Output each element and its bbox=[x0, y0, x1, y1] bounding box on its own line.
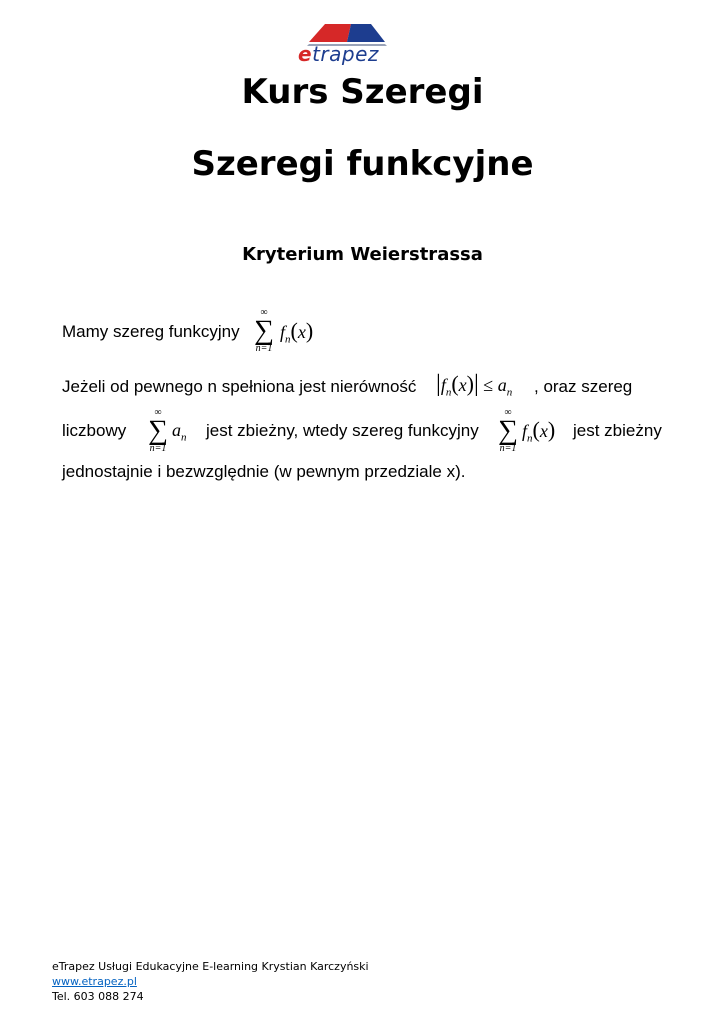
website-link[interactable]: www.etrapez.pl bbox=[52, 975, 137, 988]
formula-an: $a_n$ bbox=[172, 420, 187, 444]
line-2-end: , oraz szereg bbox=[534, 377, 633, 396]
footer-phone: Tel. 603 088 274 bbox=[52, 990, 144, 1003]
section-subtitle: Kryterium Weierstrassa bbox=[242, 244, 483, 265]
sum-symbol-1: ∞ ∑ n=1 bbox=[254, 307, 274, 354]
footer-company: eTrapez Usługi Edukacyjne E-learning Krystian Karczyński bbox=[52, 960, 369, 973]
line-3-mid: jest zbieżny, wtedy szereg funkcyjny bbox=[206, 421, 479, 440]
formula-fn-x-1: $f_n(x)$ bbox=[280, 318, 314, 346]
line-2-text: Jeżeli od pewnego n spełniona jest nierówność bbox=[62, 377, 417, 396]
topic-title: Szeregi funkcyjne bbox=[191, 144, 534, 184]
line-3-start: liczbowy bbox=[62, 421, 127, 440]
inequality-formula: $|f_n(x)| \le a_n$ bbox=[436, 371, 513, 399]
logo-wordmark: etrapez bbox=[298, 42, 379, 66]
course-title: Kurs Szeregi bbox=[241, 72, 484, 112]
footer-website-wrap bbox=[52, 975, 137, 989]
line-4-text: jednostajnie i bezwzględnie (w pewnym przedziale x). bbox=[62, 462, 466, 481]
line-1-text: Mamy szereg funkcyjny bbox=[62, 322, 240, 341]
line-3-end: jest zbieżny bbox=[573, 421, 662, 440]
sum-symbol-2: ∞ ∑ n=1 bbox=[148, 407, 168, 454]
sum-symbol-3: ∞ ∑ n=1 bbox=[498, 407, 518, 454]
formula-fn-x-2: $f_n(x)$ bbox=[522, 417, 556, 445]
